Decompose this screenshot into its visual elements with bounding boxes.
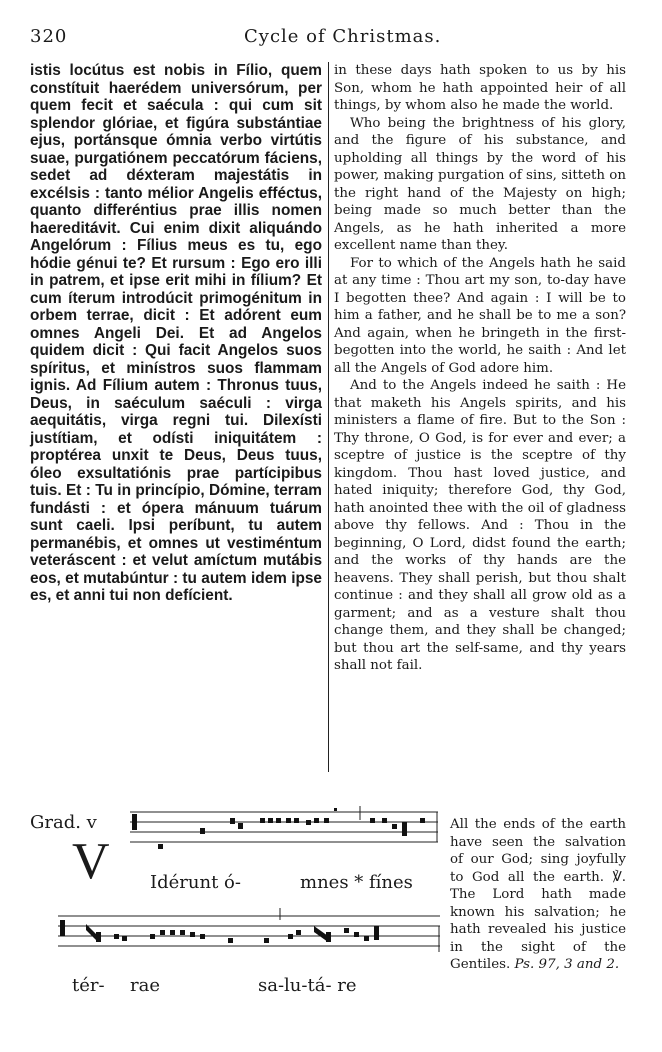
column-divider <box>328 62 329 772</box>
gradual-initial: V <box>72 833 110 890</box>
chant-syllable: tér- <box>72 975 105 996</box>
chant-syllable: Idérunt ó- <box>150 872 241 893</box>
gradual-english-main: All the ends of the earth have seen the salvation of our God; sing joyfully to God all the earth. <box>450 817 626 885</box>
english-column <box>334 62 626 675</box>
latin-column: istis locútus est nobis in Fílio, quem constítuit haerédem universórum, per quem fecit et saécula : qui cum sit splendor glóriae, et figúra substántiae ejus, portánsque ómnia verbo virtútis suae, purgatiónem peccatórum fáciens, sedet ad déxteram majestátis in excélsis : tanto mélior Angelis efféctus, quanto differéntius prae illis nomen haereditávit. Cui enim dixit aliquándo Angelórum : Fílius meus es tu, ego hódie génui te? Et rursum : Ego ero illi in patrem, et ipse erit mihi in fílium? Et cum íterum introdúcit primogénitum in orbem terrae, dicit : Et adórent eum omnes Angeli Dei. Et ad Angelos quidem dicit : Qui facit Angelos suos spíritus, et minístros suos flammam ignis. Ad Fílium autem : Thronus tuus, Deus, in saéculum saéculi : virga aequitátis, virga regni tui. Dilexísti justítiam, et odísti iniquitátem : proptérea unxit te Deus, Deus tuus, óleo exsultatiónis prae partícipibus tuis. Et : Tu in princípio, Dómine, terram fundásti : et ópera mánuum tuárum sunt caeli. Ipsi períbunt, tu autem permanébis, et omnes ut vestiméntum veteráscent : et velut amíctum mutábis eos, et mutabúntur : tu autem idem ipse es, et anni tui non defícient. <box>30 62 322 604</box>
gradual-label: Grad. v <box>30 812 97 833</box>
english-paragraph: in these days hath spoken to us by his Son, whom he hath appointed heir of all things, by whom also he made the world. <box>334 63 626 113</box>
chant-syllable: sa-lu-tá- re <box>258 975 357 996</box>
versicle-text: The Lord hath made known his salvation; he hath revealed his justice in the sight of the Gentiles. <box>450 887 626 972</box>
versicle-symbol: ℣. <box>612 869 626 885</box>
page-number: 320 <box>30 26 68 47</box>
chant-staff-2 <box>58 906 443 956</box>
english-paragraph: Who being the brightness of his glory, and the figure of his substance, and upholding all things by the word of his power, making purgation of sins, sitteth on the right hand of the Majesty on high; being made so much better than the Angels, as he hath inherited a more excellent name than they. <box>334 115 626 253</box>
chant-staff-1 <box>130 804 440 854</box>
running-title: Cycle of Christmas. <box>244 26 442 47</box>
english-paragraph: And to the Angels indeed he saith : He that maketh his Angels spirits, and his ministers a flame of fire. But to the Son : Thy throne, O God, is for ever and ever; a sceptre of justice is the sceptre of thy kingdom. Thou hast loved justice, and hated iniquity; therefore God, thy God, hath anointed thee with the oil of gladness above thy fellows. And : Thou in the beginning, O Lord, didst found the earth; and the works of thy hands are the heavens. They shall perish, but thou shalt continue : and they shall all grow old as a garment; and as a vesture shalt thou change them, and they shall be changed; but thou art the self-same, and thy years shall not fail. <box>334 378 626 673</box>
chant-syllable: mnes * fínes <box>300 872 413 893</box>
scripture-reference: Ps. 97, 3 and 2. <box>514 957 620 972</box>
chant-syllable: rae <box>130 975 160 996</box>
gradual-english-text <box>450 816 626 974</box>
english-paragraph: For to which of the Angels hath he said at any time : Thou art my son, to-day have I begotten thee? And again : I will be to him a father, and he shall be to me a son? And again, when he bringeth in the first-begotten into the world, he saith : And let all the Angels of God adore him. <box>334 255 626 376</box>
page-header <box>30 26 632 50</box>
